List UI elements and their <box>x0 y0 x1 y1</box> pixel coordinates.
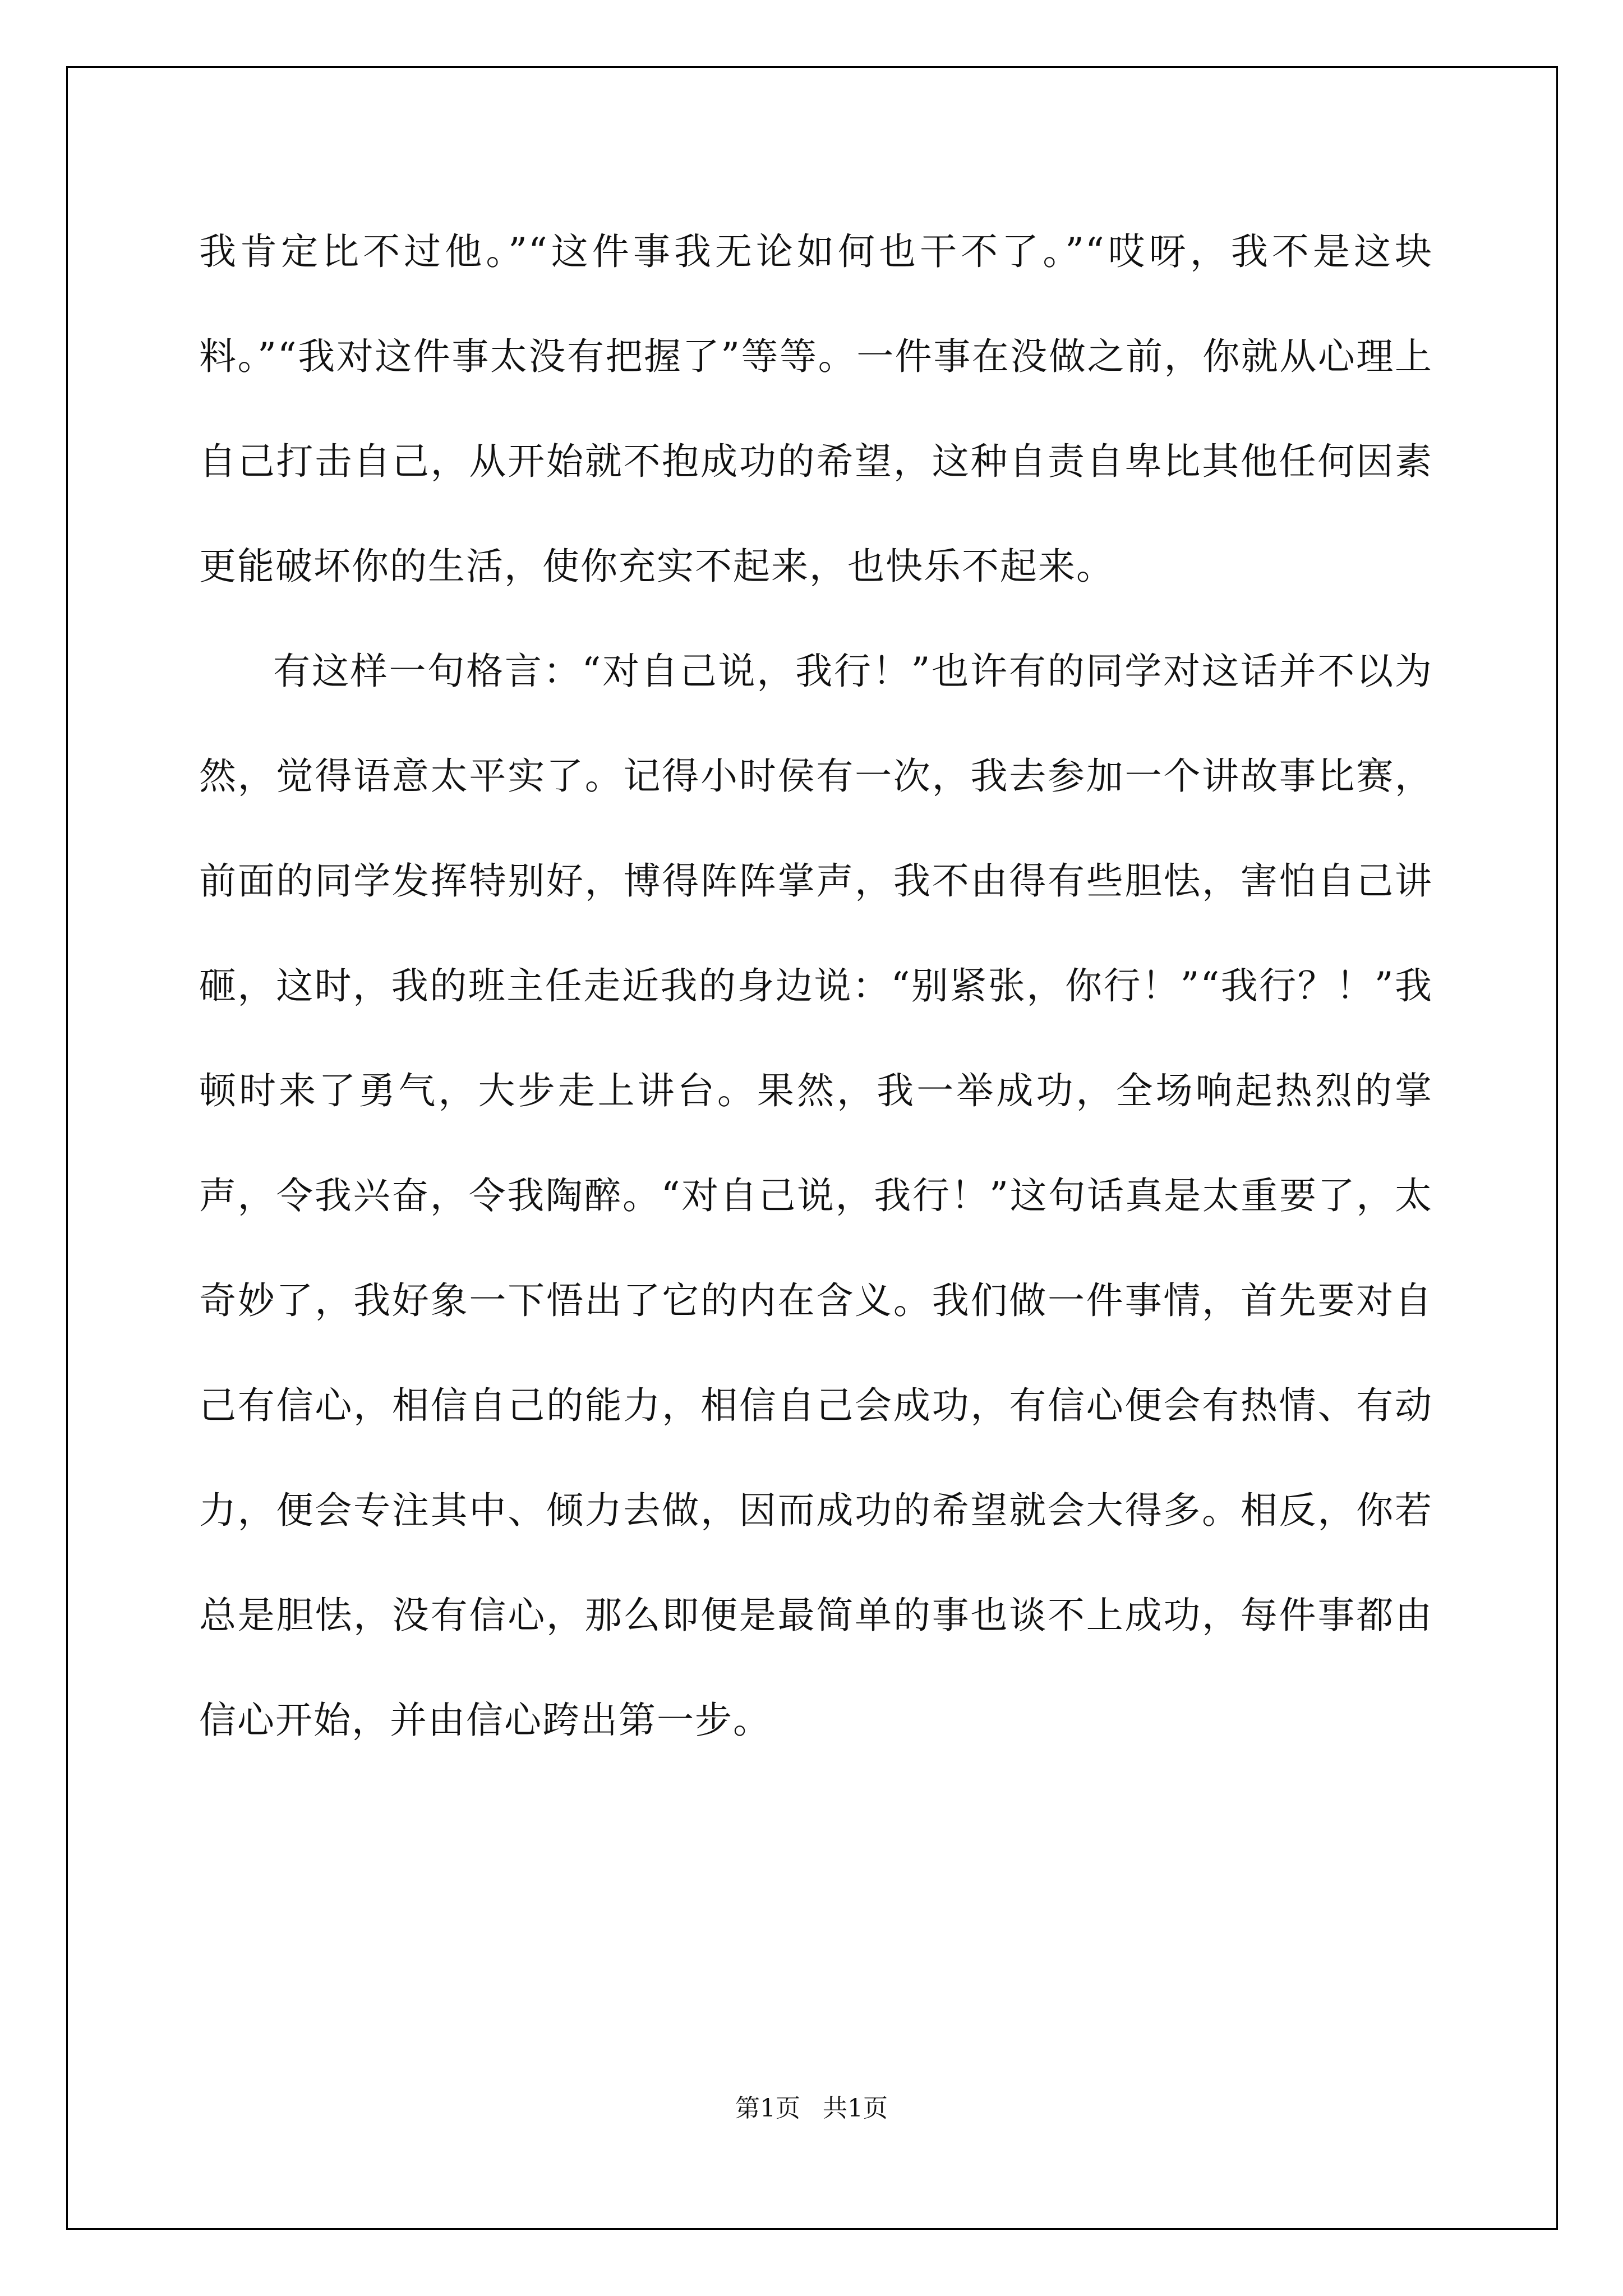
paragraph-2: 有这样一句格言：“对自己说，我行！”也许有的同学对这话并不以为然，觉得语意太平实了。记得小时侯有一次，我去参加一个讲故事比赛，前面的同学发挥特别好，博得阵阵掌声，我不由得有些胆怯，害怕自己讲砸，这时，我的班主任走近我的身边说：“别紧张，你行！”“我行？！”我顿时来了勇气，大步走上讲台。果然，我一举成功，全场响起热烈的掌声，令我兴奋，令我陶醉。“对自己说，我行！”这句话真是太重要了，太奇妙了，我好象一下悟出了它的内在含义。我们做一件事情，首先要对自己有信心，相信自己的能力，相信自己会成功，有信心便会有热情、有动力，便会专注其中、倾力去做，因而成功的希望就会大得多。相反，你若总是胆怯，没有信心，那么即便是最简单的事也谈不上成功，每件事都由信心开始，并由信心跨出第一步。 <box>199 650 1433 1742</box>
document-body <box>199 199 1433 1773</box>
paragraph-1: 我肯定比不过他。”“这件事我无论如何也干不了。”“哎呀，我不是这块料。”“我对这件事太没有把握了”等等。一件事在没做之前，你就从心理上自己打击自己，从开始就不抱成功的希望，这种自责自卑比其他任何因素更能破坏你的生活，使你充实不起来，也快乐不起来。 <box>199 230 1433 588</box>
page-number-current: 第1页 <box>735 2094 800 2123</box>
page-footer <box>0 2088 1623 2124</box>
page-number-total: 共1页 <box>823 2094 888 2123</box>
